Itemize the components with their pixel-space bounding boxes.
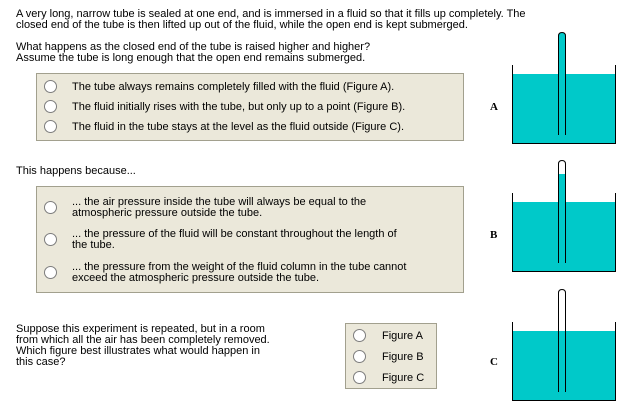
radio-button[interactable] — [353, 350, 366, 363]
figure-b-diagram — [508, 158, 620, 276]
radio-button[interactable] — [44, 201, 57, 214]
figure-label-a: A — [490, 101, 498, 113]
question3-option-b[interactable] — [346, 350, 436, 364]
option-label-line-2: the tube. — [72, 239, 115, 251]
option-label: The tube always remains completely filled with the fluid (Figure A). — [72, 81, 395, 93]
radio-button[interactable] — [44, 120, 57, 133]
intro-line-1: A very long, narrow tube is sealed at one end, and is immersed in a fluid so that it fills up completely. The — [16, 8, 526, 20]
tube-fluid — [559, 33, 565, 135]
figure-c-diagram — [508, 287, 620, 405]
radio-button[interactable] — [353, 371, 366, 384]
question1-options-box — [36, 73, 464, 141]
question3-line-3: Which figure best illustrates what would happen in — [16, 345, 260, 357]
question3-line-4: this case? — [16, 356, 66, 368]
option-label-line-2: atmospheric pressure outside the tube. — [72, 207, 263, 219]
radio-button[interactable] — [44, 266, 57, 279]
option-label: The fluid in the tube stays at the level as the fluid outside (Figure C). — [72, 121, 405, 133]
figure-a-diagram — [508, 30, 620, 148]
question3-line-2: from which all the air has been completely removed. — [16, 334, 270, 346]
option-label: Figure A — [382, 330, 423, 342]
option-label: The fluid initially rises with the tube, but only up to a point (Figure B). — [72, 101, 406, 113]
option-label-line-2: exceed the atmospheric pressure outside the tube. — [72, 272, 320, 284]
radio-button[interactable] — [44, 100, 57, 113]
figure-label-b: B — [490, 229, 498, 241]
tube-fluid — [559, 331, 565, 392]
radio-button[interactable] — [44, 233, 57, 246]
question1-line-2: Assume the tube is long enough that the open end remains submerged. — [16, 52, 366, 64]
question3-option-a[interactable] — [346, 329, 436, 343]
tube-fluid — [559, 174, 565, 263]
question2-option-3[interactable] — [37, 260, 463, 284]
intro-line-2: closed end of the tube is then lifted up out of the fluid, while the open end is kept submerged. — [16, 19, 468, 31]
question2-option-1[interactable] — [37, 195, 463, 219]
question1-option-a[interactable] — [37, 80, 463, 94]
option-label: Figure B — [382, 351, 424, 363]
question3-line-1: Suppose this experiment is repeated, but in a room — [16, 323, 265, 335]
question1-option-c[interactable] — [37, 120, 463, 134]
question1-line-1: What happens as the closed end of the tube is raised higher and higher? — [16, 41, 371, 53]
figure-label-c: C — [490, 356, 498, 368]
option-label-line-1: ... the pressure from the weight of the fluid column in the tube cannot — [72, 261, 407, 273]
option-label-line-1: ... the air pressure inside the tube will always be equal to the — [72, 196, 367, 208]
question1-option-b[interactable] — [37, 100, 463, 114]
question3-options-box — [345, 323, 437, 389]
question3-option-c[interactable] — [346, 371, 436, 385]
option-label: Figure C — [382, 372, 425, 384]
question2-prompt: This happens because... — [16, 165, 136, 177]
question2-option-2[interactable] — [37, 227, 463, 251]
option-label-line-1: ... the pressure of the fluid will be constant throughout the length of — [72, 228, 397, 240]
radio-button[interactable] — [44, 80, 57, 93]
radio-button[interactable] — [353, 329, 366, 342]
question2-options-box — [36, 186, 464, 293]
